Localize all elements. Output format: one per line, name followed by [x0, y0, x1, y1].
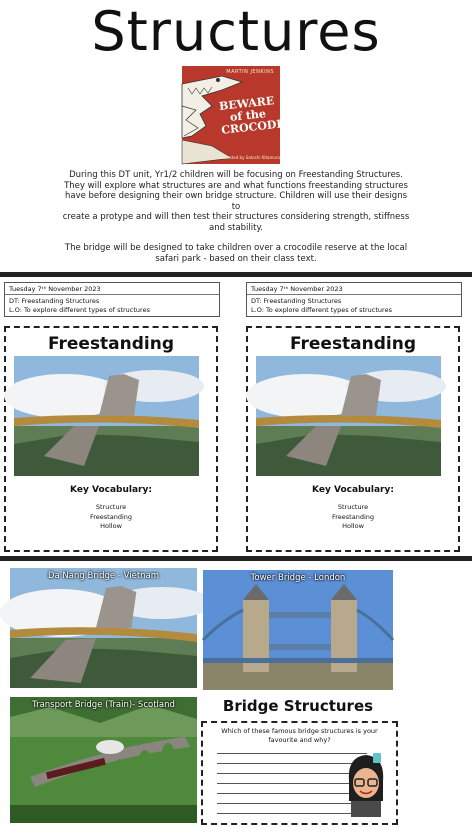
vocab-word: Structure: [95, 503, 127, 511]
vocab-word: Hollow: [100, 522, 122, 530]
book-title: BEWARE of the CROCODILE: [218, 94, 299, 137]
vocabulary-list: [6, 503, 216, 532]
golden-bridge-image: [10, 568, 197, 688]
question-line: favourite and why?: [268, 736, 331, 744]
golden-bridge-photo: [14, 356, 199, 476]
key-vocabulary-heading: Key Vocabulary:: [312, 485, 394, 495]
section-divider: [0, 272, 472, 277]
intro-line: and stability.: [209, 222, 263, 233]
photo-caption: Tower Bridge - London: [250, 573, 346, 583]
card-heading: Freestanding: [289, 334, 417, 354]
viaduct-train-image: [10, 697, 197, 823]
intro-line: create a protype and will then test their structures considering strength, stiffness: [62, 212, 410, 222]
lesson-header-right: [246, 282, 462, 317]
question-line: Which of these famous bridge structures is your: [221, 727, 378, 735]
lesson-objective: L.O: To explore different types of structures: [251, 305, 392, 314]
vocab-word: Structure: [337, 503, 369, 511]
intro-line: During this DT unit, Yr1/2 children will be focusing on Freestanding Structures.: [69, 170, 403, 180]
bridge-structures-worksheet: [201, 721, 398, 825]
intro-line: have before designing their own bridge structure. Children will use their designs to: [64, 191, 408, 212]
da-nang-bridge-photo: [10, 568, 197, 688]
intro-paragraph: [60, 170, 412, 233]
lesson-subject: DT: Freestanding Structures: [251, 297, 342, 305]
tower-bridge-photo: [203, 570, 393, 690]
transport-bridge-photo: [10, 697, 197, 823]
lesson-date: Tuesday 7ᵗʰ November 2023: [5, 283, 219, 295]
page-title: Structures: [91, 0, 381, 63]
bridge-paragraph: [60, 243, 412, 264]
book-author: MARTIN JENKINS: [226, 69, 274, 75]
bridge-line: safari park - based on their class text.: [155, 253, 317, 264]
lesson-card-left: [4, 326, 218, 552]
bitmoji-avatar-icon: [343, 751, 389, 817]
vocabulary-list: [248, 503, 458, 532]
key-vocabulary-heading: Key Vocabulary:: [70, 485, 152, 495]
tower-bridge-image: [203, 570, 393, 690]
vocab-word: Freestanding: [331, 512, 374, 521]
lesson-subject: DT: Freestanding Structures: [9, 297, 100, 305]
bridge-structures-heading: Bridge Structures: [222, 697, 374, 715]
lesson-header-left: [4, 282, 220, 317]
lesson-card-right: [246, 326, 460, 552]
vocab-word: Freestanding: [89, 512, 132, 521]
book-illustrator: Illustrated by Satoshi Kitamura: [218, 155, 280, 160]
photo-caption: Transport Bridge (Train)- Scotland: [32, 700, 175, 710]
book-cover: [182, 66, 299, 164]
worksheet-question: [211, 727, 388, 745]
vocab-word: Hollow: [342, 522, 364, 530]
lesson-objective: L.O: To explore different types of structures: [9, 305, 150, 314]
card-heading: Freestanding: [47, 334, 175, 354]
photo-caption: Da Nang Bridge - Vietnam: [47, 571, 160, 581]
intro-line: They will explore what structures are and what functions freestanding structures: [64, 180, 408, 191]
golden-bridge-photo: [256, 356, 441, 476]
lesson-date: Tuesday 7ᵗʰ November 2023: [247, 283, 461, 295]
section-divider: [0, 556, 472, 561]
bridge-line: The bridge will be designed to take children over a crocodile reserve at the local: [64, 243, 408, 253]
